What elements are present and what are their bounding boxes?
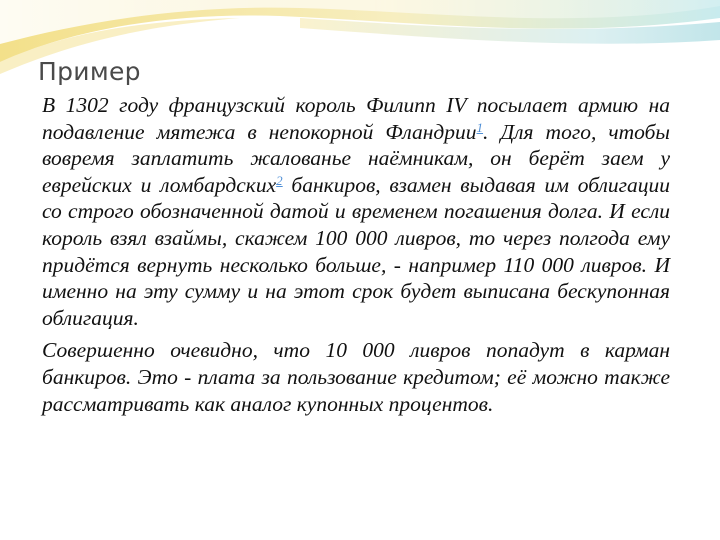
slide-body	[42, 92, 670, 417]
paragraph-1-part-1: В 1302 году французский король Филипп IV посылает армию на подавление мятежа в непокорной Фландрии	[42, 93, 670, 144]
slide-title: Пример	[38, 57, 141, 86]
footnote-link-1[interactable]: 1	[476, 119, 484, 135]
paragraph-1-part-3: банкиров, взамен выдавая им облигации со строго обозначенной датой и временем погашения долга. И если король взял взаймы, скажем 100 000 ливров, то через полгода ему придётся вернуть несколько больше, - например 110 000 ливров. И именно на эту сумму и на этот срок будет выписана бескупонная облигация.	[42, 172, 670, 330]
paragraph-1-part-2: . Для того, чтобы вовремя заплатить жалованье наёмникам, он берёт заем у еврейских и ломбардских	[42, 119, 670, 197]
paragraph-2: Совершенно очевидно, что 10 000 ливров попадут в карман банкиров. Это - плата за пользование кредитом; её можно также рассматривать как аналог купонных процентов.	[42, 338, 670, 416]
paragraph-1	[42, 92, 670, 331]
footnote-link-2[interactable]: 2	[276, 172, 283, 188]
